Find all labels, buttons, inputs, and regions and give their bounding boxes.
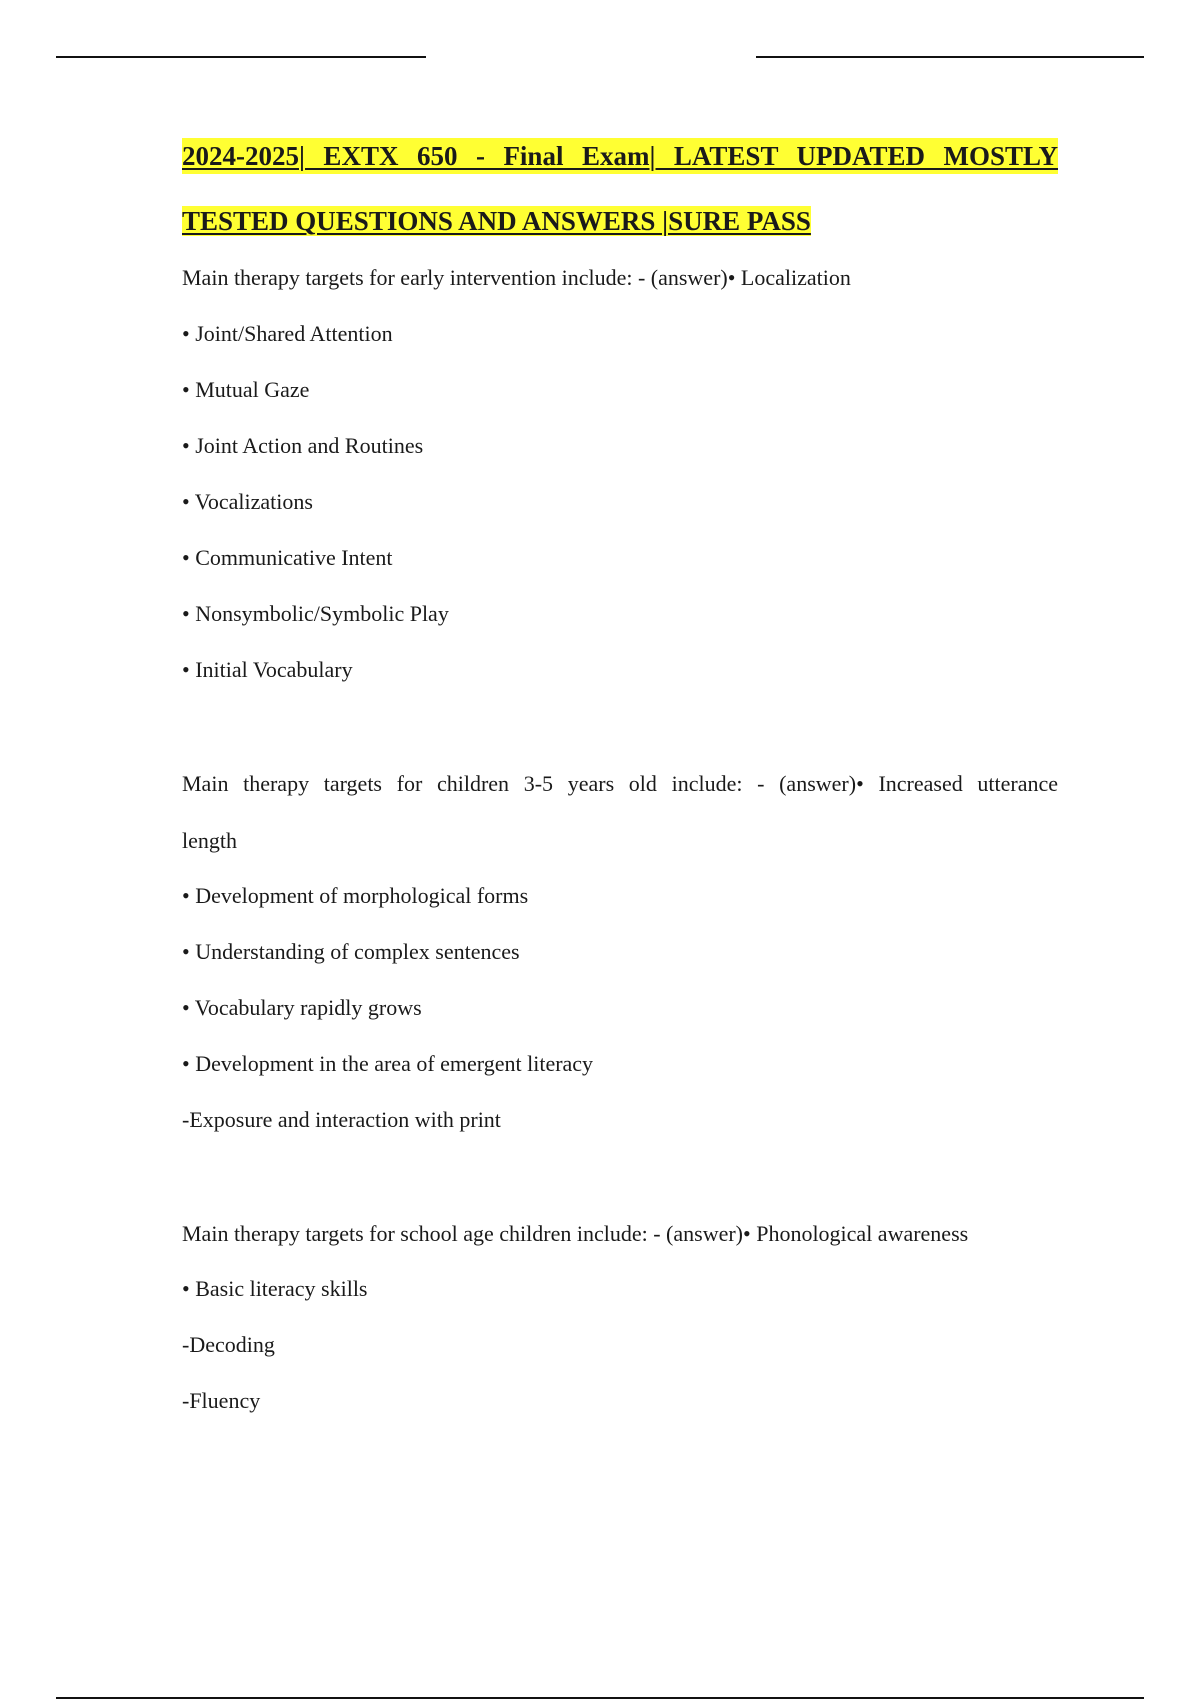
list-item: • Development of morphological forms [182, 883, 529, 908]
list-item: • Initial Vocabulary [182, 657, 353, 682]
question-line: Main therapy targets for early intervention include: - (answer)• Localization [182, 265, 851, 290]
list-item: • Joint Action and Routines [182, 433, 424, 458]
list-item: • Understanding of complex sentences [182, 939, 520, 964]
header-rule-left [56, 56, 426, 58]
list-item: • Vocabulary rapidly grows [182, 995, 422, 1020]
qa-section-school-age [182, 1219, 1058, 1416]
qa-section-early-intervention [182, 263, 1058, 685]
question-line: Main therapy targets for children 3-5 years old include: - (answer)• Increased utterance [182, 771, 1058, 796]
qa-section-children-3-5 [182, 769, 1058, 1135]
header-rule-right [756, 56, 1144, 58]
question-continuation: length [182, 828, 237, 853]
list-item: • Vocalizations [182, 489, 313, 514]
list-item: • Mutual Gaze [182, 377, 310, 402]
document-title-line-1 [182, 138, 1058, 174]
footer-rule [56, 1697, 1144, 1699]
list-item: -Exposure and interaction with print [182, 1107, 501, 1132]
list-item: • Nonsymbolic/Symbolic Play [182, 601, 449, 626]
list-item: • Basic literacy skills [182, 1276, 368, 1301]
list-item: -Fluency [182, 1388, 261, 1413]
list-item: -Decoding [182, 1332, 275, 1357]
question-line: Main therapy targets for school age children include: - (answer)• Phonological awareness [182, 1221, 969, 1246]
list-item: • Communicative Intent [182, 545, 393, 570]
title-highlight-1: 2024-2025| EXTX 650 - Final Exam| LATEST UPDATED MOSTLY [182, 138, 1058, 174]
document-title-line-2 [182, 203, 1058, 239]
title-highlight-2: TESTED QUESTIONS AND ANSWERS |SURE PASS [182, 206, 811, 236]
list-item: • Joint/Shared Attention [182, 321, 393, 346]
document-body [182, 138, 1058, 1416]
list-item: • Development in the area of emergent literacy [182, 1051, 594, 1076]
